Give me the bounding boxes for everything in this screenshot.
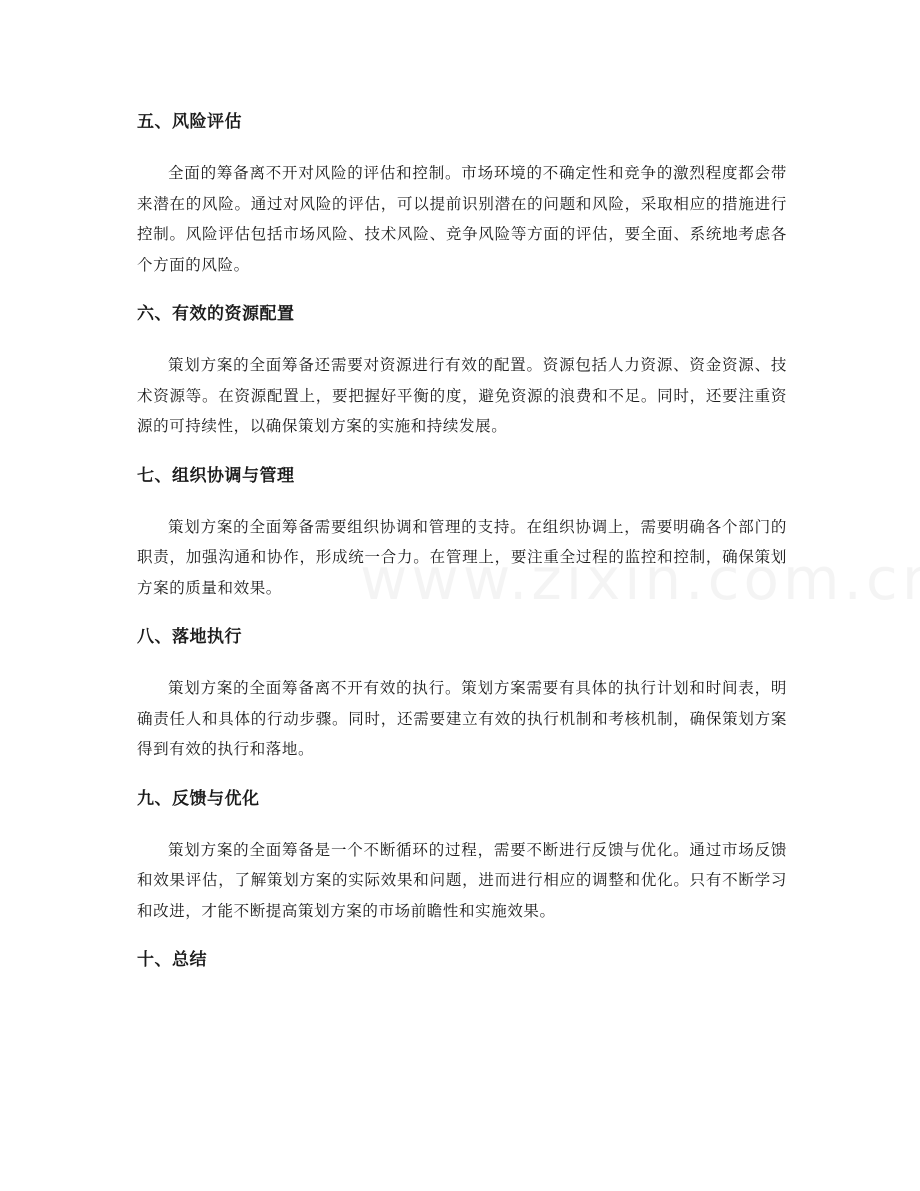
document-content (137, 104, 787, 978)
section-body: 策划方案的全面筹备离不开有效的执行。策划方案需要有具体的执行计划和时间表，明确责任人和具体的行动步骤。同时，还需要建立有效的执行机制和考核机制，确保策划方案得到有效的执行和落地。 (137, 679, 787, 758)
section-feedback-optimization (137, 781, 787, 927)
section-heading: 七、组织协调与管理 (137, 465, 295, 486)
section-body: 全面的筹备离不开对风险的评估和控制。市场环境的不确定性和竞争的激烈程度都会带来潜在的风险。通过对风险的评估，可以提前识别潜在的问题和风险，采取相应的措施进行控制。风险评估包括市场风险、技术风险、竞争风险等方面的评估，要全面、系统地考虑各个方面的风险。 (137, 164, 787, 274)
section-heading: 九、反馈与优化 (137, 788, 260, 809)
section-summary (137, 942, 787, 978)
section-heading: 十、总结 (137, 950, 207, 970)
section-heading: 五、风险评估 (137, 112, 242, 132)
section-execution (137, 619, 787, 765)
section-body: 策划方案的全面筹备需要组织协调和管理的支持。在组织协调上，需要明确各个部门的职责，加强沟通和协作，形成统一合力。在管理上，要注重全过程的监控和控制，确保策划方案的质量和效果。 (137, 517, 787, 597)
section-risk-assessment (137, 104, 787, 280)
section-body: 策划方案的全面筹备是一个不断循环的过程，需要不断进行反馈与优化。通过市场反馈和效果评估，了解策划方案的实际效果和问题，进而进行相应的调整和优化。只有不断学习和改进，才能不断提高策划方案的市场前瞻性和实施效果。 (137, 840, 787, 920)
section-resource-allocation (137, 296, 787, 442)
section-coordination-management (137, 458, 787, 604)
section-heading: 六、有效的资源配置 (137, 304, 295, 324)
section-heading: 八、落地执行 (137, 627, 242, 647)
section-body: 策划方案的全面筹备还需要对资源进行有效的配置。资源包括人力资源、资金资源、技术资源等。在资源配置上，要把握好平衡的度，避免资源的浪费和不足。同时，还要注重资源的可持续性，以确保策划方案的实施和持续发展。 (137, 356, 787, 435)
